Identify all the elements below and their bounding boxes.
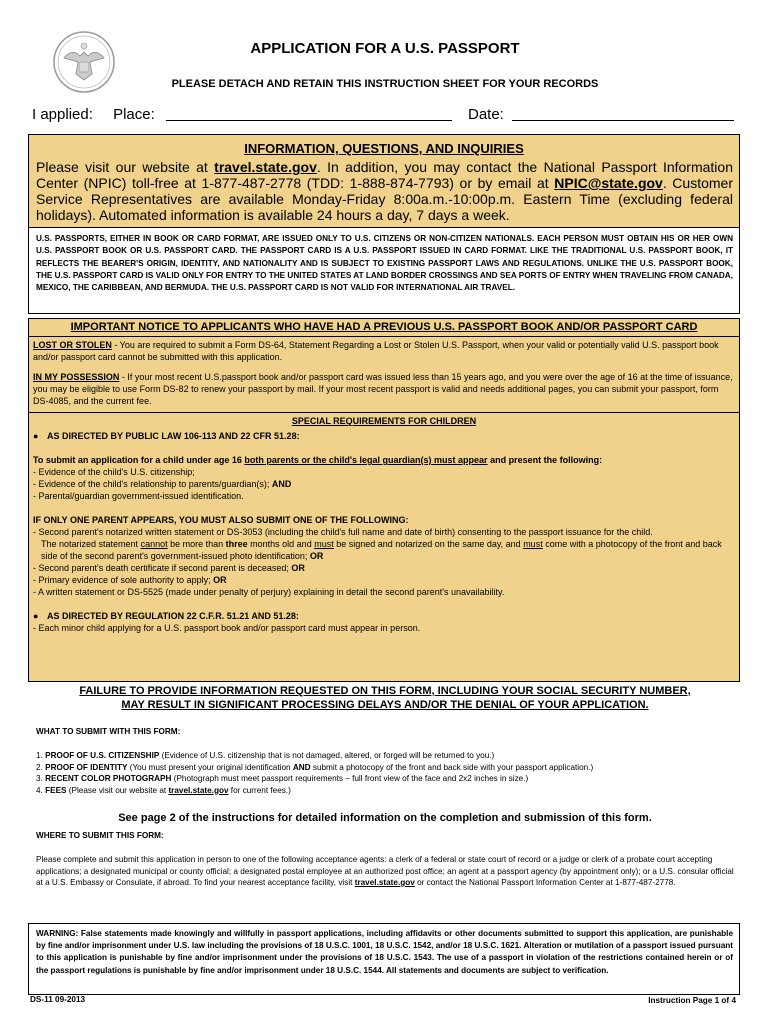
- list-item: 1. PROOF OF U.S. CITIZENSHIP (Evidence of U.S. citizenship that is not damaged, altered, or forged will be returned to you.): [36, 751, 495, 760]
- what-to-submit-heading: WHAT TO SUBMIT WITH THIS FORM:: [36, 727, 181, 736]
- see-page-2-note: See page 2 of the instructions for detailed information on the completion and submission of this form.: [118, 812, 652, 824]
- form-number: DS-11 09-2013: [30, 995, 86, 1004]
- page-number: Instruction Page 1 of 4: [648, 996, 736, 1005]
- citizens-notice: U.S. PASSPORTS, EITHER IN BOOK OR CARD FORMAT, ARE ISSUED ONLY TO U.S. CITIZENS OR NON-CITIZEN NATIONALS. EACH PERSON MUST OBTAIN HIS OR HER OWN U.S. PASSPORT BOOK OR U.S. PASSPORT CARD. THE PASSPORT CARD IS A U.S. PASSPORT ISSUED IN CARD FORMAT. LIKE THE TRADITIONAL U.S. PASSPORT BOOK, IT REFLECTS THE BEARER'S ORIGIN, IDENTITY, AND NATIONALITY AND IS SUBJECT TO EXISTING PASSPORT LAWS AND REGULATIONS. UNLIKE THE U.S. PASSPORT BOOK, THE U.S. PASSPORT CARD IS VALID ONLY FOR ENTRY TO THE UNITED STATES AT LAND BORDER CROSSINGS AND SEA PORTS OF ENTRY WHEN TRAVELING FROM CANADA, MEXICO, THE CARIBBEAN, AND BERMUDA. THE U.S. PASSPORT CARD IS NOT VALID FOR INTERNATIONAL AIR TRAVEL.: [28, 228, 740, 314]
- children-heading: SPECIAL REQUIREMENTS FOR CHILDREN: [291, 416, 477, 426]
- info-box: [28, 134, 740, 228]
- requirement-3: - Parental/guardian government-issued identification.: [33, 491, 244, 501]
- date-label: Date:: [468, 106, 504, 123]
- where-to-submit-text: Please complete and submit this application in person to one of the following acceptance agents: a clerk of a federal or state court of record or a judge or clerk of a probate court accepting applications; a designated municipal or county official; a designated postal employee at an authorized post office; an agent at a passport agency (by appointment only); or a U.S. consular official at a U.S. Embassy or Consulate, if abroad. To find your nearest acceptance facility, visit travel.state.gov or contact the National Passport Information Center at 1-877-487-2778.: [36, 855, 734, 887]
- info-text: Please visit our website at travel.state.gov. In addition, you may contact the National Passport Information Center (NPIC) toll-free at 1-877-487-2778 (TDD: 1-888-874-7793) or by email at NPIC@state.gov. Customer Service Representatives are available Monday-Friday 8:00a.m.-10:00p.m. Eastern Time (excluding federal holidays). Automated information is available 24 hours a day, 7 days a week.: [36, 159, 733, 223]
- acceptance-facility-link[interactable]: travel.state.gov: [354, 878, 415, 887]
- list-item: 4. FEES (Please visit our website at travel.state.gov for current fees.): [36, 785, 291, 795]
- applied-row: [32, 106, 155, 123]
- regulation-line: ● AS DIRECTED BY REGULATION 22 C.F.R. 51.21 AND 51.28:: [29, 608, 739, 622]
- requirement-1: - Evidence of the child's U.S. citizenship;: [33, 467, 195, 477]
- in-my-possession: IN MY POSSESSION - If your most recent U.S.passport book and/or passport card was issued less than 15 years ago, and you were over the age of 16 at the time of issuance, you may be eligible to use Form DS-82 to renew your passport by mail. If your most recent passport is valid and needs additional pages, you can submit your passport, form DS-4085, and the current fee.: [33, 372, 733, 406]
- applied-label: I applied:: [32, 106, 93, 123]
- submit-list: [36, 750, 593, 796]
- failure-warning: FAILURE TO PROVIDE INFORMATION REQUESTED ON THIS FORM, INCLUDING YOUR SOCIAL SECURITY NUMBER, MAY RESULT IN SIGNIFICANT PROCESSING DELAYS AND/OR THE DENIAL OF YOUR APPLICATION.: [79, 685, 691, 711]
- date-field[interactable]: [512, 120, 734, 121]
- list-item: 3. RECENT COLOR PHOTOGRAPH (Photograph must meet passport requirements – full front view of the face and 2x2 inches in size.): [36, 774, 529, 783]
- one-parent-option-4: - A written statement or DS-5525 (made under penalty of perjury) explaining in detail the second parent's unavailability.: [33, 587, 505, 597]
- place-field[interactable]: [166, 120, 452, 121]
- regulation-requirement: - Each minor child applying for a U.S. passport book and/or passport card must appear in person.: [33, 623, 421, 633]
- one-parent-option-3: - Primary evidence of sole authority to apply; OR: [33, 575, 227, 585]
- one-parent-heading: IF ONLY ONE PARENT APPEARS, YOU MUST ALSO SUBMIT ONE OF THE FOLLOWING:: [33, 515, 409, 525]
- public-law-line: ● AS DIRECTED BY PUBLIC LAW 106-113 AND 22 CFR 51.28:: [29, 428, 739, 442]
- previous-passport-notice: [28, 318, 740, 682]
- lost-or-stolen: LOST OR STOLEN - You are required to submit a Form DS-64, Statement Regarding a Lost or Stolen U.S. Passport, when your valid or potentially valid U.S. passport book and/or passport card cannot be submitted with this application.: [33, 340, 719, 362]
- email-link[interactable]: NPIC@state.gov: [554, 175, 663, 191]
- page-subtitle: PLEASE DETACH AND RETAIN THIS INSTRUCTION SHEET FOR YOUR RECORDS: [171, 78, 599, 90]
- one-parent-option-1: - Second parent's notarized written statement or DS-3053 (including the child's full name and date of birth) consenting to the passport issuance for the child.: [33, 527, 653, 537]
- place-label: Place:: [113, 106, 155, 123]
- website-link[interactable]: travel.state.gov: [214, 159, 317, 175]
- one-parent-option-2: - Second parent's death certificate if second parent is deceased; OR: [33, 563, 305, 573]
- page-title: APPLICATION FOR A U.S. PASSPORT: [250, 40, 520, 57]
- fees-link[interactable]: travel.state.gov: [168, 785, 229, 795]
- one-parent-option-1-detail: The notarized statement cannot be more than three months old and must be signed and notarized on the same day, and must come with a photocopy of the front and back side of the second parent's government-issued photo identification; OR: [41, 539, 722, 561]
- list-item: 2. PROOF OF IDENTITY (You must present your original identification AND submit a photocopy of the front and back side with your passport application.): [36, 762, 594, 772]
- notice-heading: IMPORTANT NOTICE TO APPLICANTS WHO HAVE HAD A PREVIOUS U.S. PASSPORT BOOK AND/OR PASSPORT CARD: [70, 321, 698, 333]
- warning-box: WARNING: False statements made knowingly and willfully in passport applications, including affidavits or other documents submitted to support this application, are punishable by fine and/or imprisonment under U.S. law including the provisions of 18 U.S.C. 1001, 18 U.S.C. 1542, and/or 18 U.S.C. 1621. Alteration or mutilation of a passport issued pursuant to this application is punishable by fine and/or imprisonment under the provisions of 18 U.S.C. 1543. The use of a passport in violation of the restrictions contained herein or of the passport regulations is punishable by fine and/or imprisonment under 18 U.S.C. 1544. All statements and documents are subject to verification.: [28, 923, 740, 995]
- child-submit-line: To submit an application for a child under age 16 both parents or the child's legal guardian(s) must appear and present the following:: [33, 455, 603, 465]
- requirement-2: - Evidence of the child's relationship to parents/guardian(s); AND: [33, 479, 292, 489]
- where-to-submit-heading: WHERE TO SUBMIT THIS FORM:: [36, 831, 164, 840]
- info-heading: INFORMATION, QUESTIONS, AND INQUIRIES: [244, 141, 524, 156]
